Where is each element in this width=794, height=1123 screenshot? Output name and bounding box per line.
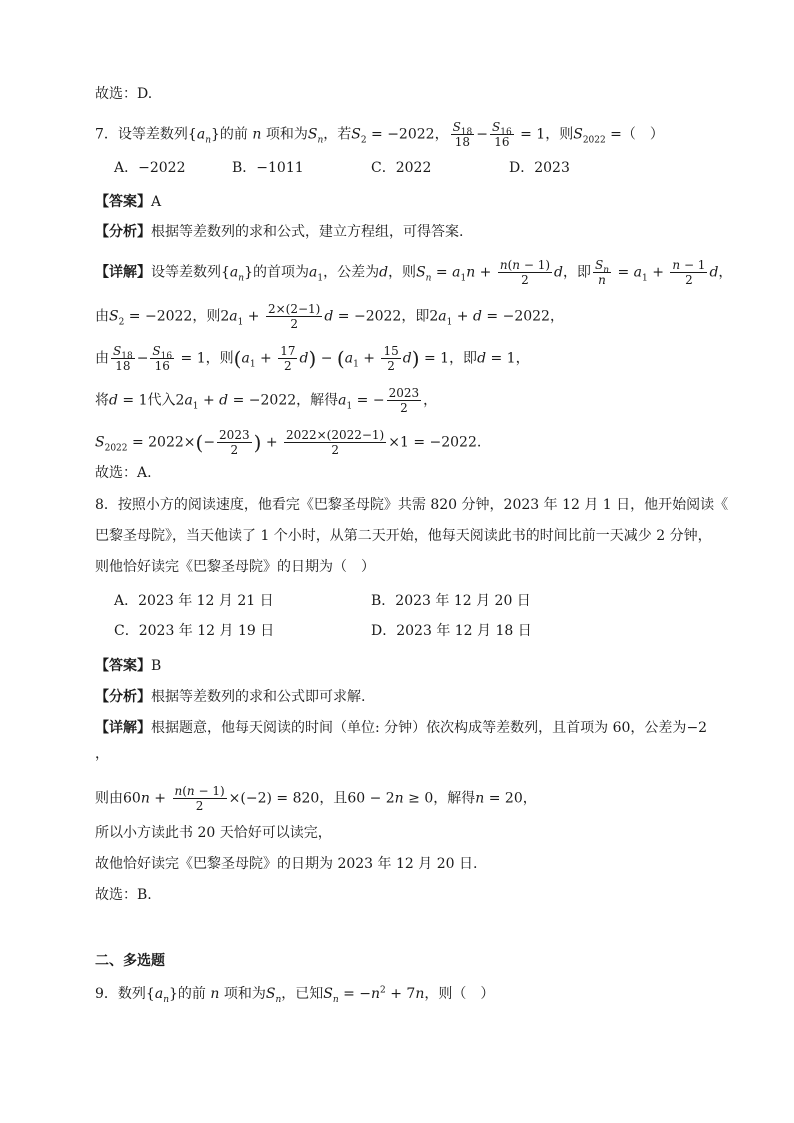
q8-stem-line1: 8．按照小方的阅读速度，他看完《巴黎圣母院》共需 820 分钟，2023 年 12 月 1 日，他开始阅读《 [95,497,729,513]
q7-stem-text: 设等差数列 [117,126,188,143]
q8-pick: 故选：B. [95,887,152,903]
q8-detail-line3: 所以小方读此书 20 天恰好可以读完， [95,825,332,841]
q8-stem-line2: 巴黎圣母院》，当天他读了 1 个小时，从第二天开始，他每天阅读此书的时间比前一天减少 2 分钟， [95,528,712,544]
q9-stem: 9．数列$\{a_n\}$的前 n 项和为$S_n$，已知$S_n = -n^2 + 7n$，则（ ） [95,985,495,1005]
q7-stem-text: 项和为 [265,126,308,143]
q7-option-b[interactable]: B．−1011 [232,160,304,176]
q7-detail-line4: 将d = 1代入$2a_1 + d = -2022$，解得$a_1$ = − $\frac{2023}{2}$ ， [95,386,438,415]
q7-analysis: 【分析】根据等差数列的求和公式，建立方程组，可得答案. [95,224,464,240]
q8-detail-comma: ， [95,746,109,762]
q8-option-d[interactable]: D．2023 年 12 月 18 日 [371,623,532,639]
q7-detail-line3: 由 $\frac{S_{18}}{18}$ − $\frac{S_{16}}{16}$ = 1，则($a_1$ + $\frac{17}{2}$ $d) - (a_1$ + $\frac{15}{2}$ d) = 1，即d = 1， [95,344,530,373]
q6-pick: 故选：D. [95,86,153,102]
q8-detail-line2: 则由60n + $\frac{n(n - 1)}{2}$ ×(−2) = 820，且60 − 2n ≥ 0，解得n = 20， [95,784,537,813]
q7-stem-text: 的前 [219,126,248,143]
q7-answer: 【答案】A [95,194,162,210]
q8-option-c[interactable]: C．2023 年 12 月 19 日 [114,623,275,639]
q8-analysis: 【分析】根据等差数列的求和公式即可求解. [95,689,366,705]
q7-detail-line5: $S_{2022} = 2022\times(-$ $\frac{2023}{2}$ ) + $\frac{2022\times(2022-1)}{2}$ ×1 = −2022. [95,428,482,457]
q8-detail-line1: 【详解】根据题意，他每天阅读的时间（单位: 分钟）依次构成等差数列，且首项为 60，公差为−2 [95,720,708,736]
q8-option-b[interactable]: B．2023 年 12 月 20 日 [371,593,531,609]
q7-stem: 7．设等差数列$\{a_n\}$的前 n 项和为$S_n$，若$S_2 = -2022$， $\frac{S_{18}}{18}$ − $\frac{S_{16}}{16}$ = 1，则$S_{2022}$ =（ ） [95,120,664,149]
q7-stem-text: ， [434,126,449,143]
q7-option-a[interactable]: A．−2022 [114,160,186,176]
q7-stem-text: （ ） [621,126,664,143]
q7-number: 7． [95,126,118,143]
q7-option-c[interactable]: C．2022 [371,160,432,176]
q8-detail-line4: 故他恰好读完《巴黎圣母院》的日期为 2023 年 12 月 20 日. [95,856,478,872]
q7-option-d[interactable]: D．2023 [509,160,570,176]
q7-detail-line1: 【详解】设等差数列$\{a_n\}$的首项为$a_1$，公差为d，则$S_n = a_1n$ + $\frac{n(n - 1)}{2}$ d，即 $\frac{S_n}{n}$ = $a_1$ + $\frac{n - 1}{2}$ d， [95,258,733,287]
q7-stem-text: ，则 [545,126,574,143]
q7-detail-line2: 由$S_2 = -2022$，则$2a_1$ + $\frac{2\times(2-1)}{2}$ d = −2022，即$2a_1 + d = -2022$， [95,302,564,331]
section-heading: 二、多选题 [95,953,165,969]
q7-pick: 故选：A. [95,465,152,481]
q8-stem-line3: 则他恰好读完《巴黎圣母院》的日期为（ ） [95,559,375,575]
q8-answer: 【答案】B [95,658,162,674]
q7-stem-text: ，若 [323,126,352,143]
q8-option-a[interactable]: A．2023 年 12 月 21 日 [114,593,274,609]
